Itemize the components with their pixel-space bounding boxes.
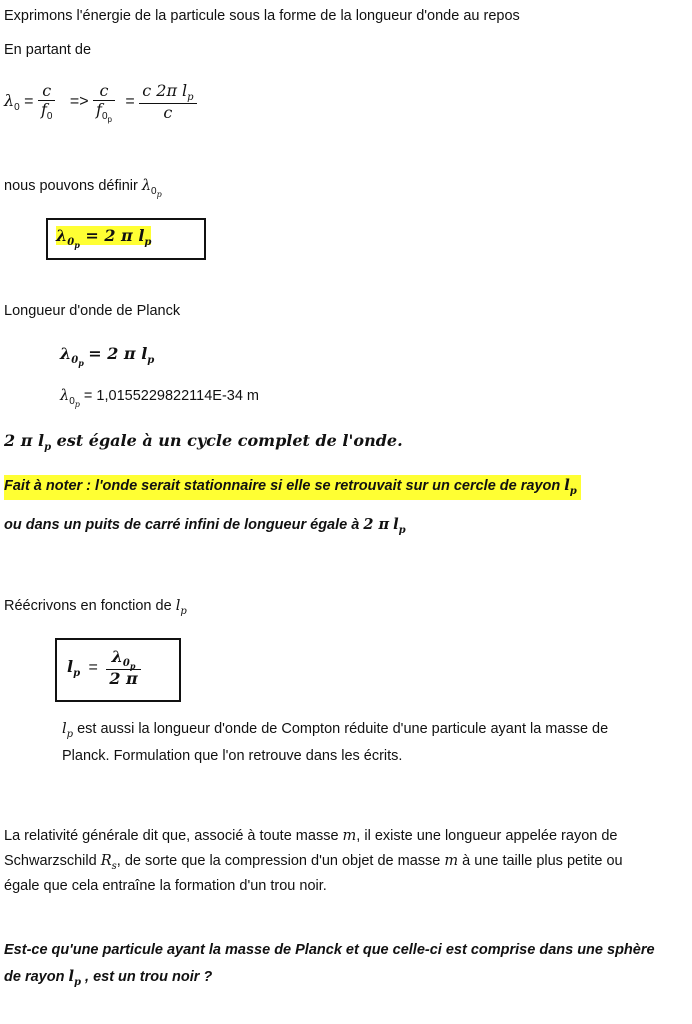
intro-title: Exprimons l'énergie de la particule sous la forme de la longueur d'onde au repos [4,8,520,24]
boxed-equation-lambda0p [46,218,206,260]
relativity-line1: La relativité générale dit que, associé à toute masse m, il existe une longueur appelée rayon de [4,828,618,844]
fraction-c2pilp-c: $\frac{c 2\pi l_p}{c}$ [139,82,196,122]
compton-line2: Planck. Formulation que l'on retrouve dans les écrits. [62,748,403,764]
planck-heading: Longueur d'onde de Planck [4,303,181,319]
intro-starting: En partant de [4,42,92,58]
fraction-lambda0p-2pi: $\frac{\lambda_{0_p}}{2 \pi}$ [106,648,140,688]
relativity-line3: égale que cela entraîne la formation d'un trou noir. [4,878,327,894]
boxed-equation-lp [55,638,181,702]
fraction-c-f0: $\frac{c}{f_0}$ [38,82,55,122]
planck-equation: $\lambda_{0_p} = 2$ π $l_p$ [60,344,155,368]
equation-lambda0: $\lambda_0$ = $\frac{c}{f_0}$ => $\frac{c}{f_{0_p}}$ = $\frac{c 2\pi l_p}{c}$ [4,82,197,122]
question-line2: de rayon $l_p$ , est un trou noir ? [4,968,213,988]
note-highlight: Fait à noter : l'onde serait stationnaire si elle se retrouvait sur un cercle de rayon $l_p$ [4,475,581,500]
compton-line1: $l_p$ est aussi la longueur d'onde de Compton réduite d'une particule ayant la masse de [62,721,609,740]
cycle-statement: 2 π $l_p$ est égale à un cycle complet de l'onde. [4,431,403,453]
rewrite-line: Réécrivons en fonction de $l_p$ [4,598,187,617]
boxed-lp-content: $l_p$ = $\frac{\lambda_{0_p}}{2 \pi}$ [67,648,141,688]
fraction-c-f0p: $\frac{c}{f_{0_p}}$ [93,82,115,122]
define-line: nous pouvons définir $\lambda_{0_p}$ [4,178,162,199]
question-line1: Est-ce qu'une particule ayant la masse de Planck et que celle-ci est comprise dans une sphère [4,942,655,958]
relativity-line2: Schwarzschild $R_s$, de sorte que la compression d'un objet de masse m à une taille plus petite ou [4,853,623,872]
planck-value-line: $\lambda_{0_p} = 1,0155229822114E-34$ m [60,388,260,409]
note-line2: ou dans un puits de carré infini de longueur égale à 2 π $l_p$ [4,516,406,536]
boxed-equation-content: $\lambda_{0_p} = 2$ π $l_p$ [56,226,152,250]
